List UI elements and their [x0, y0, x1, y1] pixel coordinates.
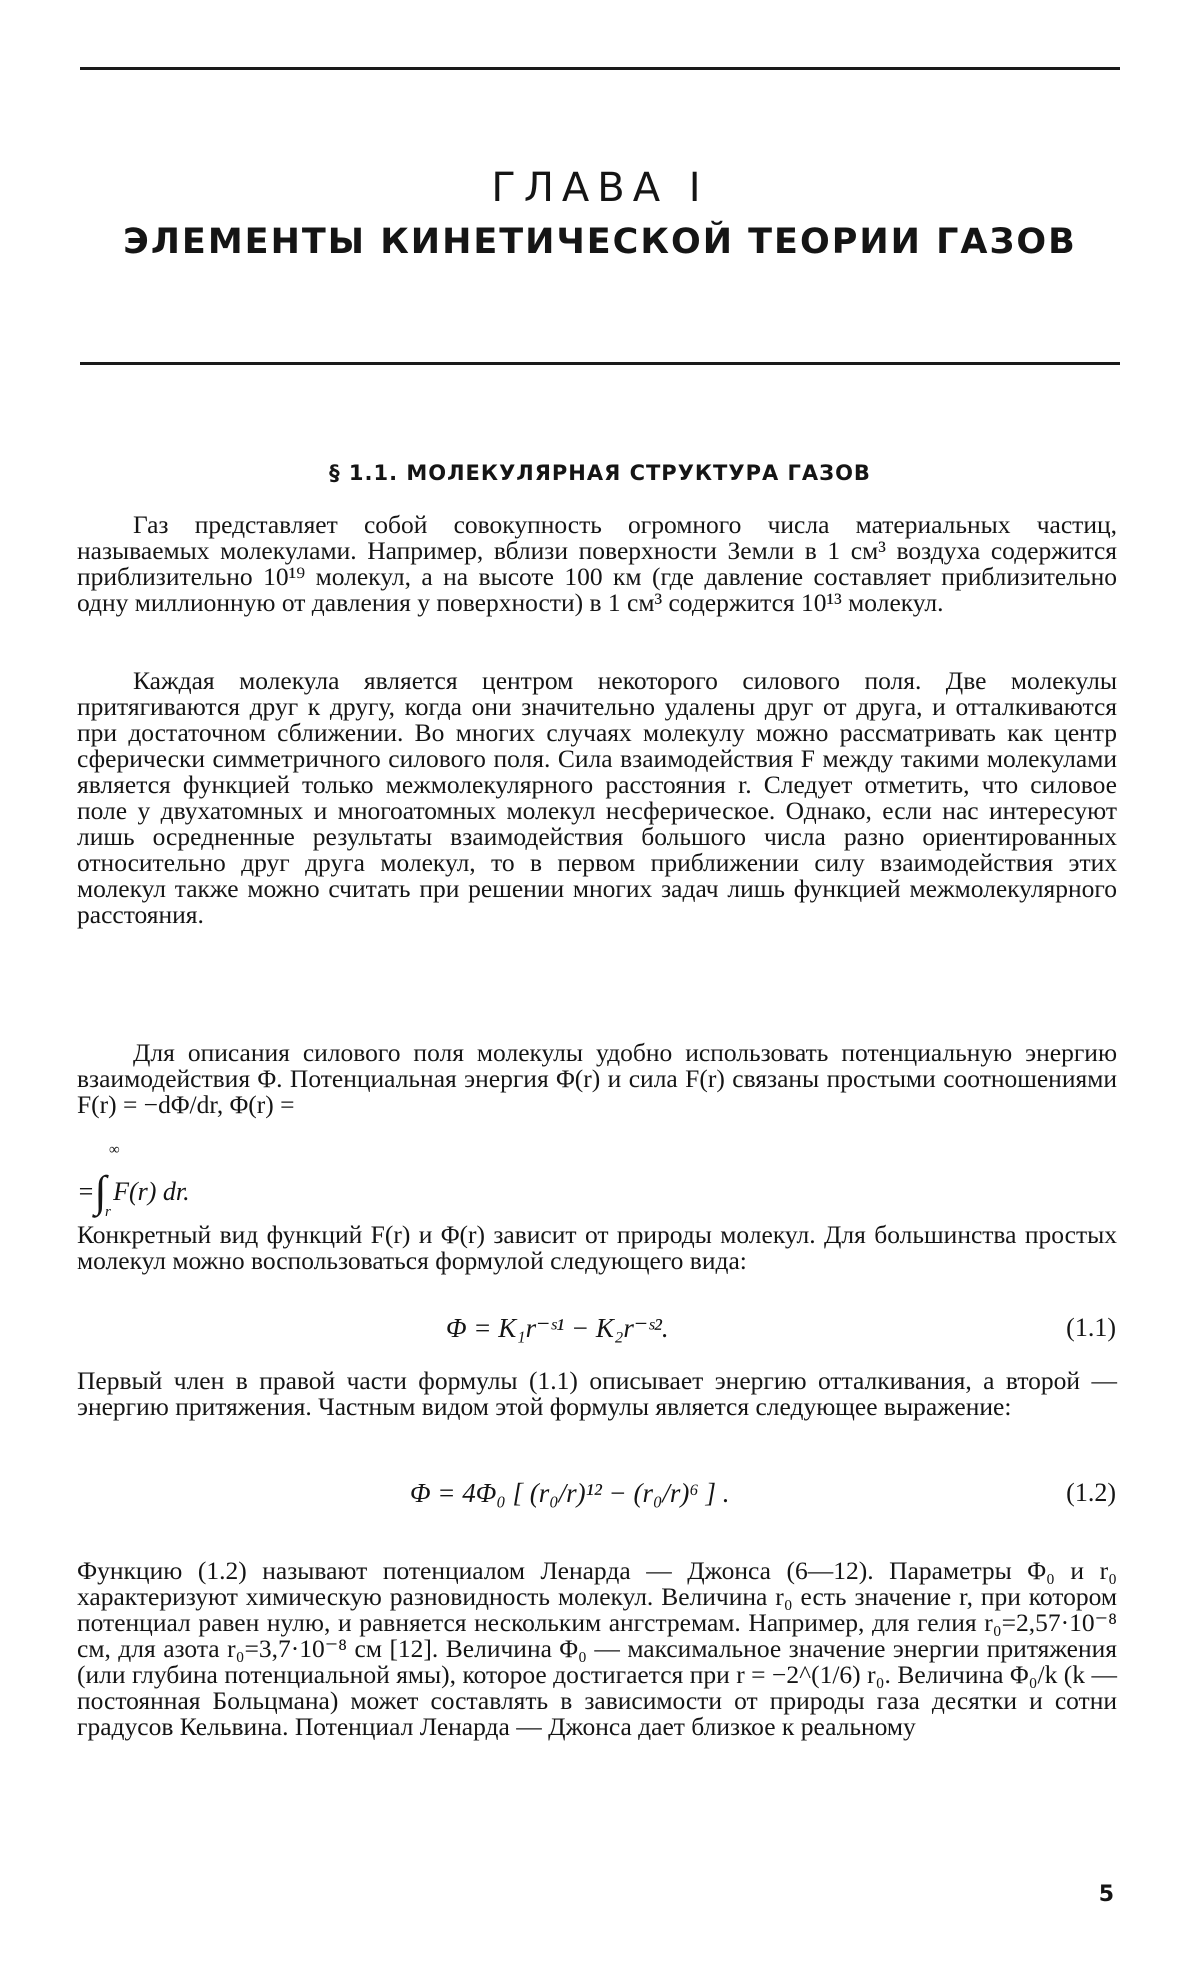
paragraph-gas-definition: [77, 512, 1117, 616]
equation-1-2: Φ = 4Φ₀ [ (r₀/r)¹² − (r₀/r)⁶ ] .: [410, 1478, 730, 1508]
page-number: 5: [1098, 1882, 1114, 1907]
integral-upper-limit: ∞: [109, 1142, 120, 1158]
integral-formula: [77, 1142, 190, 1220]
integral-lower-limit: r: [105, 1204, 111, 1220]
paragraph-text: Функцию (1.2) называют потенциалом Ленарда — Джонса (6—12). Параметры Φ₀ и r₀ характеризуют химическую разновидность молекул. Величина r₀ есть значение r, при котором потенциал равен нулю, и равняется нескольким ангстремам. Например, для гелия r₀=2,57·10⁻⁸ см, для азота r₀=3,7·10⁻⁸ см [12]. Величина Φ₀ — максимальное значение энергии притяжения (или глубина потенциальной ямы), которое достигается при r = −2^(1/6) r₀. Величина Φ₀/k (k — постоянная Больцмана) может составлять в зависимости от природы газа десятки и сотни градусов Кельвина. Потенциал Ленарда — Джонса дает близкое к реальному: [77, 1556, 1117, 1741]
chapter-rule: [80, 362, 1120, 365]
integral-body: F(r) dr.: [113, 1177, 190, 1206]
paragraph-text: Первый член в правой части формулы (1.1) описывает энергию отталкивания, а второй — энергию притяжения. Частным видом этой формулы является следующее выражение:: [77, 1366, 1117, 1421]
chapter-title: ЭЛЕМЕНТЫ КИНЕТИЧЕСКОЙ ТЕОРИИ ГАЗОВ: [123, 222, 1077, 262]
integral-lead: =: [77, 1177, 95, 1206]
paragraph-text: Газ представляет собой совокупность огромного числа материальных частиц, называемых молекулами. Например, вблизи поверхности Земли в 1 см³ воздуха содержится приблизительно 10¹⁹ молекул, а на высоте 100 км (где давление составляет приблизительно одну миллионную от давления у поверхности) в 1 см³ содержится 10¹³ молекул.: [77, 510, 1117, 617]
paragraph-text: Каждая молекула является центром некоторого силового поля. Две молекулы притягиваются друг к другу, когда они значительно удалены друг от друга, и отталкиваются при достаточном сближении. Во многих случаях молекулу можно рассматривать как центр сферически симметричного силового поля. Сила взаимодействия F между такими молекулами является функцией только межмолекулярного расстояния r. Следует отметить, что силовое поле у двухатомных и многоатомных молекул несферическое. Однако, если нас интересуют лишь осредненные результаты взаимодействия большого числа разно ориентированных относительно друг друга молекул, то в первом приближении силу взаимодействия этих молекул также можно считать при решении многих задач лишь функцией межмолекулярного расстояния.: [77, 666, 1117, 929]
paragraph-text: Для описания силового поля молекулы удобно использовать потенциальную энергию взаимодействия Φ. Потенциальная энергия Φ(r) и сила F(r) связаны простыми соотношениями F(r) = −dΦ/dr, Φ(r) =: [77, 1038, 1117, 1119]
equation-number-1-1: (1.1): [1066, 1313, 1116, 1342]
paragraph-potential-energy: [77, 1040, 1117, 1118]
paragraph-force-field: [77, 668, 1117, 928]
paragraph-functions: [77, 1222, 1117, 1274]
integral-sign: ∫: [94, 1167, 107, 1216]
section-title: § 1.1. МОЛЕКУЛЯРНАЯ СТРУКТУРА ГАЗОВ: [329, 461, 871, 485]
equation-1-1: Φ = K₁r⁻ˢ¹ − K₂r⁻ˢ².: [446, 1313, 669, 1343]
paragraph-text: Конкретный вид функций F(r) и Φ(r) зависит от природы молекул. Для большинства простых молекул можно воспользоваться формулой следующего вида:: [77, 1220, 1117, 1275]
chapter-label: ГЛАВА I: [491, 165, 709, 211]
top-rule: [80, 67, 1120, 70]
paragraph-lennard-jones: [77, 1558, 1117, 1740]
paragraph-repulsion: [77, 1368, 1117, 1420]
equation-number-1-2: (1.2): [1066, 1478, 1116, 1507]
